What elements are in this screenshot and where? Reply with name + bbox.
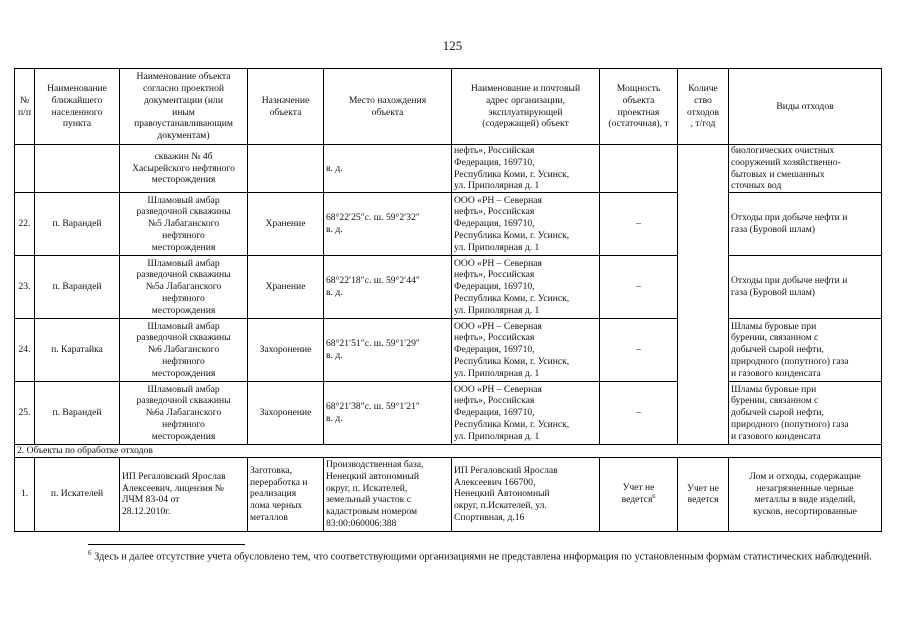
- cell-settlement: п. Варандей: [35, 382, 120, 445]
- cell-settlement: п. Искателей: [35, 457, 120, 531]
- header-num: № п/п: [15, 69, 35, 145]
- cell-waste-types: биологических очистных сооружений хозяйственно- бытовых и смешанных сточных вод: [729, 145, 882, 193]
- header-row: [15, 69, 882, 145]
- cell-capacity: –: [600, 193, 678, 256]
- header-operator: Наименование и почтовый адрес организации, эксплуатирующей (содержащей) объект: [452, 69, 600, 145]
- cell-location: 68°22′18″с. ш. 59°2′44″ в. д.: [324, 256, 452, 319]
- header-quantity: Количе ство отходов , т/год: [678, 69, 729, 145]
- cell-operator: ИП Регаловский Ярослав Алексеевич 166700, Ненецкий Автономный округ, п.Искателей, ул. Спортивная, д.16: [452, 457, 600, 531]
- cell-object-name: ИП Регаловский Ярослав Алексеевич, лицензия № ЛЧМ 83-04 от 28.12.2010г.: [120, 457, 248, 531]
- cell-location: 68°21′38″с. ш. 59°1′21″ в. д.: [324, 382, 452, 445]
- header-waste-types: Виды отходов: [729, 69, 882, 145]
- table-row: [15, 256, 882, 319]
- footnote-text: Здесь и далее отсутствие учета обусловлено тем, что соответствующими организациями не представлена информация по установленным формам статистических наблюдений.: [91, 551, 872, 563]
- cell-num: 25.: [15, 382, 35, 445]
- table-row: [15, 145, 882, 193]
- cell-purpose: Заготовка, переработка и реализация лома черных металлов: [248, 457, 324, 531]
- cell-waste-types: Шламы буровые при бурении, связанном с добычей сырой нефти, природного (попутного) газа и газового конденсата: [729, 382, 882, 445]
- cell-waste-types: Лом и отходы, содержащие незагрязненные черные металлы в виде изделий, кусков, несортированные: [729, 457, 882, 531]
- cell-purpose: Хранение: [248, 256, 324, 319]
- cell-settlement: п. Варандей: [35, 193, 120, 256]
- cell-operator: ООО «РН – Северная нефть», Российская Федерация, 169710, Республика Коми, г. Усинск, ул. Приполярная д. 1: [452, 319, 600, 382]
- cell-purpose: Хранение: [248, 193, 324, 256]
- header-object-name: Наименование объекта согласно проектной документации (или иным правоустанавливающим документам): [120, 69, 248, 145]
- cell-location: 68°22′25″с. ш. 59°2′32″ в. д.: [324, 193, 452, 256]
- footnote: [88, 549, 878, 564]
- footnote-mark: 6: [88, 549, 92, 557]
- waste-objects-table: [14, 68, 882, 532]
- cell-capacity: –: [600, 382, 678, 445]
- cell-object-name: Шламовый амбар разведочной скважины №6 Лабаганского нефтяного месторождения: [120, 319, 248, 382]
- cell-waste-types: Отходы при добыче нефти и газа (Буровой шлам): [729, 256, 882, 319]
- header-purpose: Назначение объекта: [248, 69, 324, 145]
- section-row: [15, 445, 882, 458]
- cell-capacity: [600, 457, 678, 531]
- header-capacity: Мощность объекта проектная (остаточная), т: [600, 69, 678, 145]
- cell-num: 23.: [15, 256, 35, 319]
- cell-operator: нефть», Российская Федерация, 169710, Республика Коми, г. Усинск, ул. Приполярная д. 1: [452, 145, 600, 193]
- cell-capacity: –: [600, 319, 678, 382]
- table-row: [15, 319, 882, 382]
- cell-location: Производственная база, Ненецкий автономный округ, п. Искателей, земельный участок с кадастровым номером 83:00:060006:388: [324, 457, 452, 531]
- cell-settlement: п. Каратайка: [35, 319, 120, 382]
- table-row: [15, 382, 882, 445]
- capacity-text: Учет не ведется: [621, 482, 655, 506]
- cell-object-name: скважин № 4б Хасырейского нефтяного месторождения: [120, 145, 248, 193]
- footnote-ref[interactable]: 6: [652, 494, 656, 501]
- cell-purpose: Захоронение: [248, 319, 324, 382]
- page-number: 125: [442, 38, 463, 53]
- section-title: 2. Объекты по обработке отходов: [15, 445, 882, 458]
- cell-location: 68°21′51″с. ш. 59°1′29″ в. д.: [324, 319, 452, 382]
- cell-object-name: Шламовый амбар разведочной скважины №5а Лабаганского нефтяного месторождения: [120, 256, 248, 319]
- cell-settlement: п. Варандей: [35, 256, 120, 319]
- cell-object-name: Шламовый амбар разведочной скважины №6а Лабаганского нефтяного месторождения: [120, 382, 248, 445]
- table-row: [15, 457, 882, 531]
- cell-num: 22.: [15, 193, 35, 256]
- table-row: [15, 193, 882, 256]
- cell-purpose: Захоронение: [248, 382, 324, 445]
- header-settlement: Наименование ближайшего населенного пункта: [35, 69, 120, 145]
- cell-num: 1.: [15, 457, 35, 531]
- cell-waste-types: Шламы буровые при бурении, связанном с добычей сырой нефти, природного (попутного) газа и газового конденсата: [729, 319, 882, 382]
- header-location: Место нахождения объекта: [324, 69, 452, 145]
- cell-capacity: –: [600, 256, 678, 319]
- footnote-divider: [88, 544, 245, 545]
- cell-num: 24.: [15, 319, 35, 382]
- cell-object-name: Шламовый амбар разведочной скважины №5 Лабаганского нефтяного месторождения: [120, 193, 248, 256]
- cell-quantity: Учет не ведется: [678, 457, 729, 531]
- cell-location: в. д.: [324, 145, 452, 193]
- cell-operator: ООО «РН – Северная нефть», Российская Федерация, 169710, Республика Коми, г. Усинск, ул. Приполярная д. 1: [452, 382, 600, 445]
- cell-waste-types: Отходы при добыче нефти и газа (Буровой шлам): [729, 193, 882, 256]
- cell-operator: ООО «РН – Северная нефть», Российская Федерация, 169710, Республика Коми, г. Усинск, ул. Приполярная д. 1: [452, 256, 600, 319]
- cell-operator: ООО «РН – Северная нефть», Российская Федерация, 169710, Республика Коми, г. Усинск, ул. Приполярная д. 1: [452, 193, 600, 256]
